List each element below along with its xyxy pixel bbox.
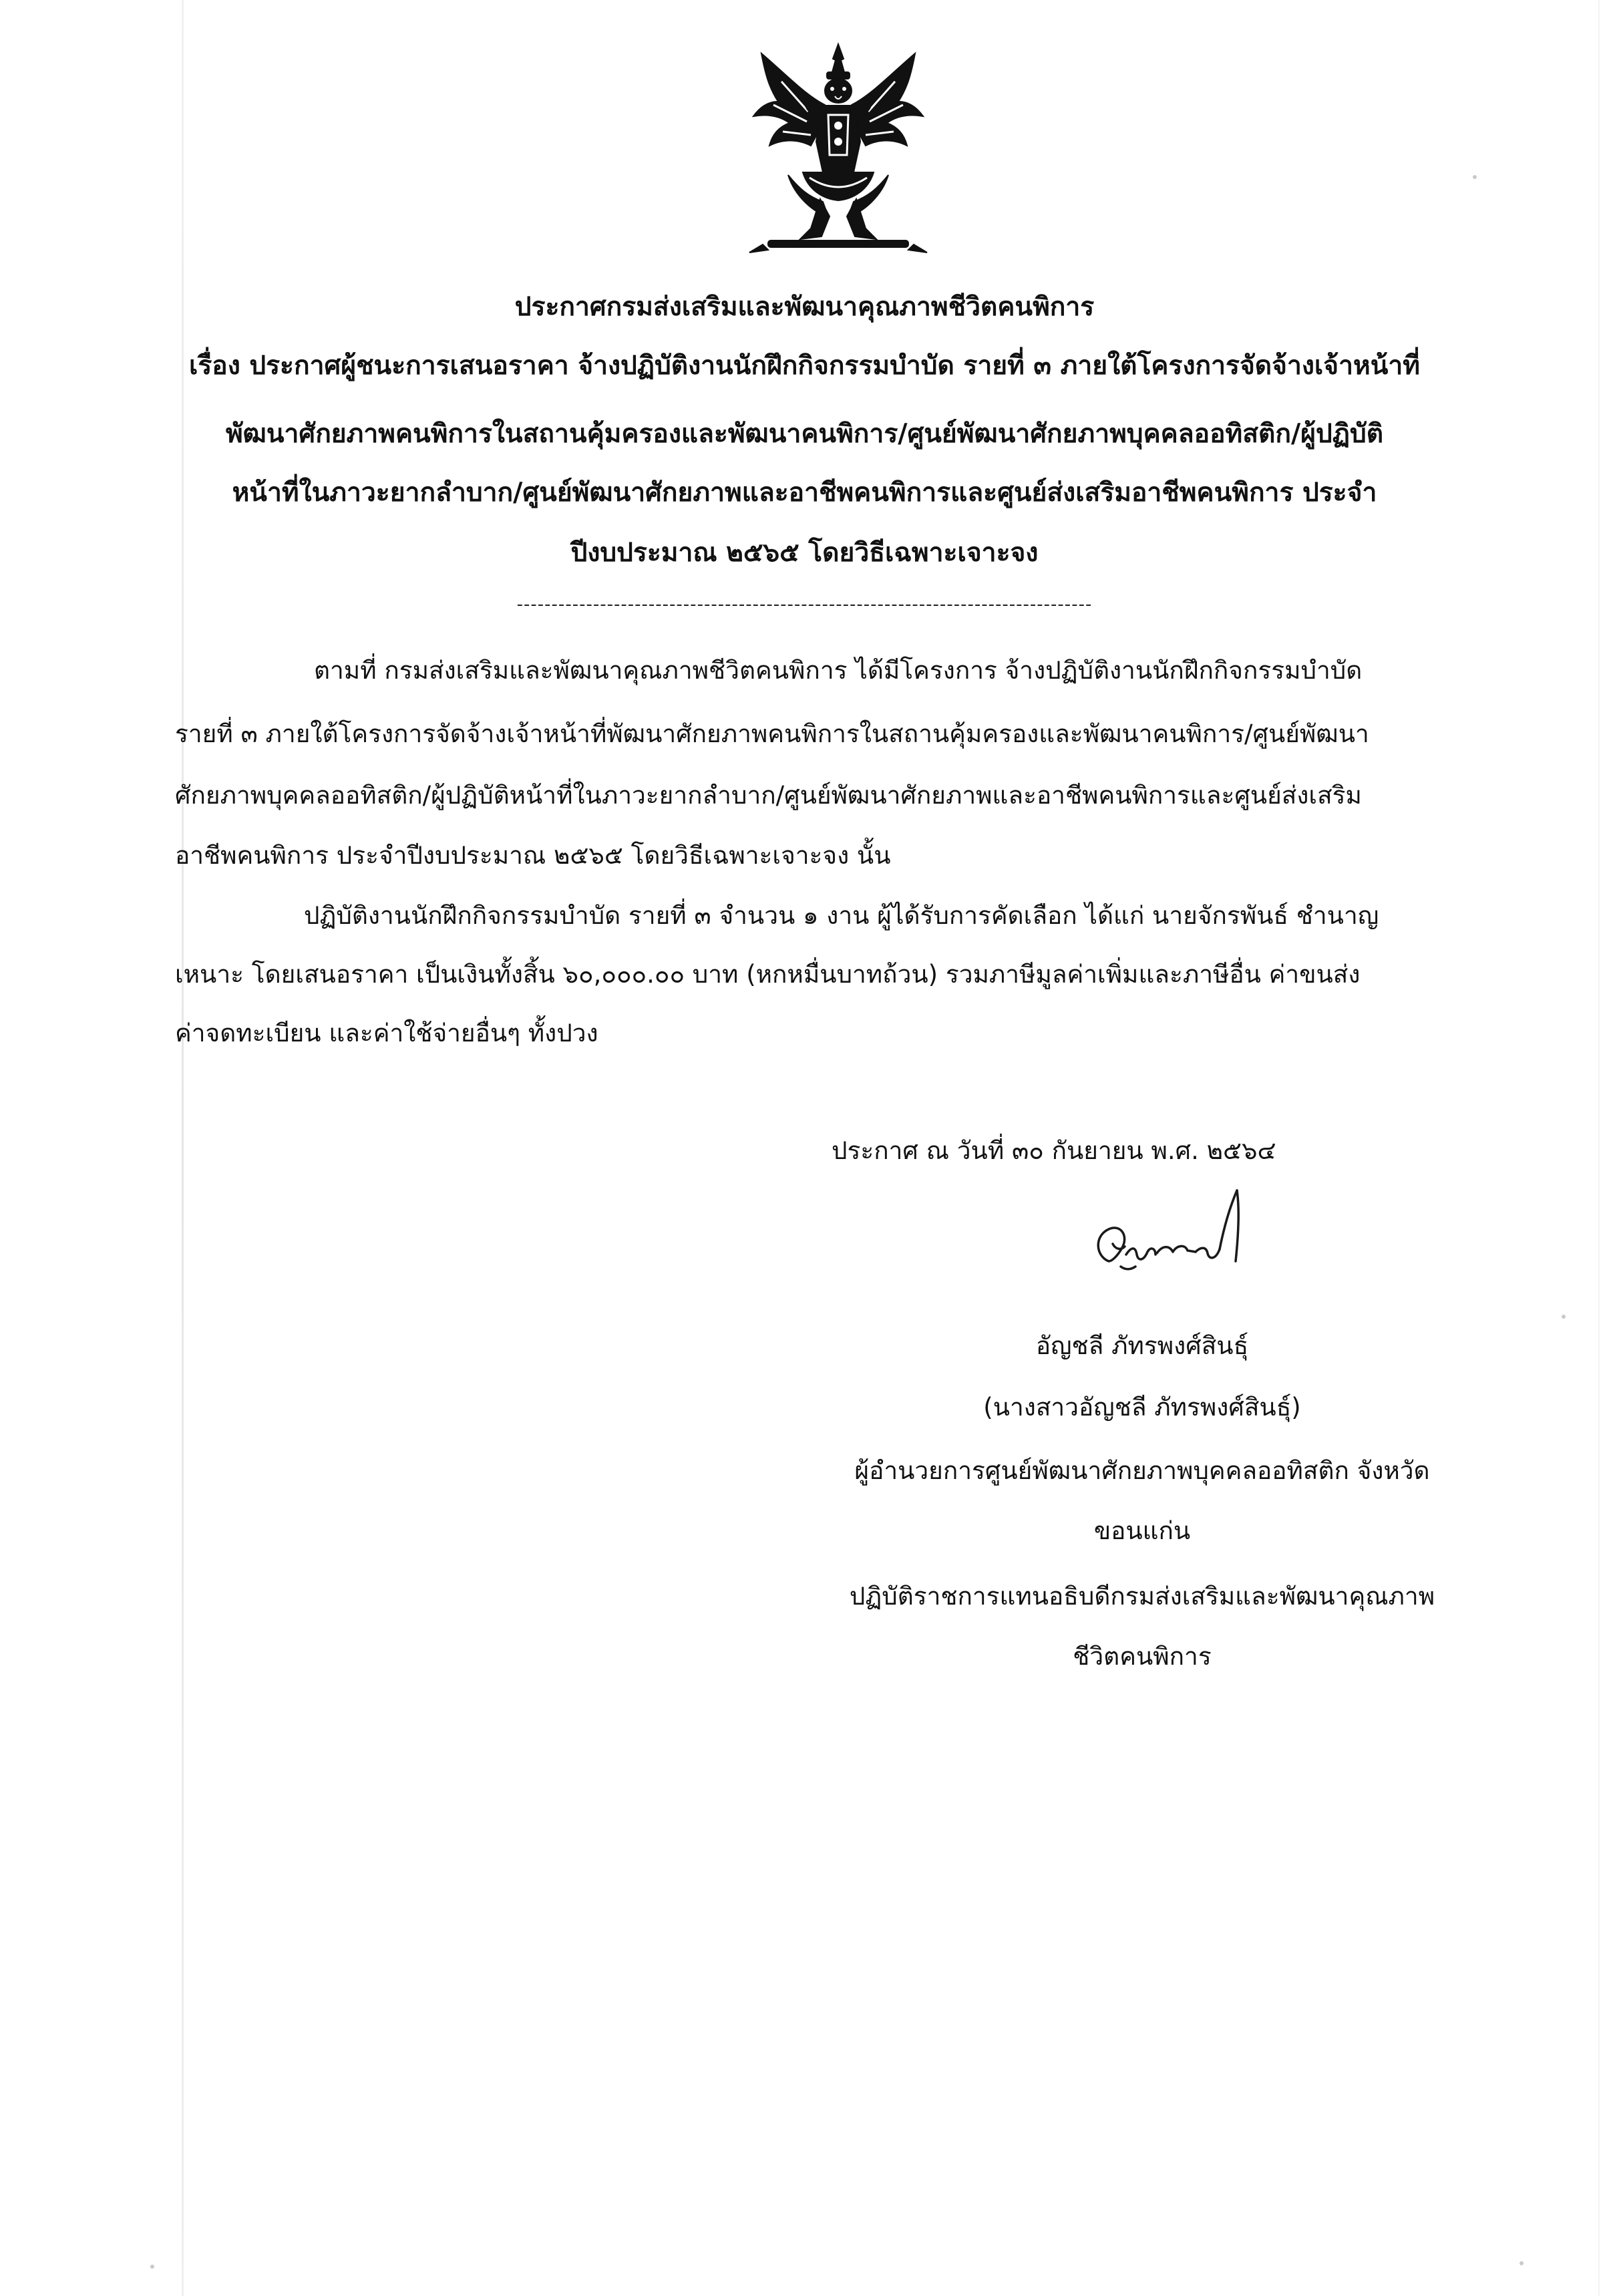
paragraph-1-line-3: ศักยภาพบุคคลออทิสติก/ผู้ปฏิบัติหน้าที่ในภาวะยากลำบาก/ศูนย์พัฒนาศักยภาพและอาชีพคนพิการและศูนย์ส่งเสริม — [175, 781, 1362, 810]
scan-speck — [1519, 2261, 1524, 2265]
paragraph-2-line-3: ค่าจดทะเบียน และค่าใช้จ่ายอื่นๆ ทั้งปวง — [175, 1019, 598, 1047]
subject-line-3: หน้าที่ในภาวะยากลำบาก/ศูนย์พัฒนาศักยภาพและอาชีพคนพิการและศูนย์ส่งเสริมอาชีพคนพิการ ประจำ — [232, 478, 1377, 508]
announcement-title: ประกาศกรมส่งเสริมและพัฒนาคุณภาพชีวิตคนพิการ — [514, 292, 1095, 322]
divider-line: ----------------------------------------------------------------------------------- — [516, 595, 1093, 615]
handwritten-signature — [1082, 1182, 1276, 1289]
scan-speck — [1473, 175, 1477, 179]
subject-line-4: ปีงบประมาณ ๒๕๖๕ โดยวิธีเฉพาะเจาะจง — [570, 538, 1039, 568]
paragraph-2-line-1: ปฏิบัติงานนักฝึกกิจกรรมบำบัด รายที่ ๓ จำนวน ๑ งาน ผู้ได้รับการคัดเลือก ได้แก่ นายจักรพันธ์ ชำนาญ — [304, 901, 1379, 930]
paragraph-1-line-2: รายที่ ๓ ภายใต้โครงการจัดจ้างเจ้าหน้าที่พัฒนาศักยภาพคนพิการในสถานคุ้มครองและพัฒนาคนพิการ/ศูนย์พัฒนา — [175, 719, 1369, 748]
subject-line-2: พัฒนาศักยภาพคนพิการในสถานคุ้มครองและพัฒนาคนพิการ/ศูนย์พัฒนาศักยภาพบุคคลออทิสติก/ผู้ปฏิบัติ — [225, 419, 1384, 449]
signer-full-name: (นางสาวอัญชลี ภัทรพงศ์สินธุ์) — [983, 1393, 1301, 1422]
scan-edge-right — [1598, 0, 1600, 2296]
signer-position-line-1: ผู้อำนวยการศูนย์พัฒนาศักยภาพบุคคลออทิสติก จังหวัด — [854, 1456, 1430, 1485]
paragraph-1-line-4: อาชีพคนพิการ ประจำปีงบประมาณ ๒๕๖๕ โดยวิธีเฉพาะเจาะจง นั้น — [175, 841, 891, 870]
subject-line-1: เรื่อง ประกาศผู้ชนะการเสนอราคา จ้างปฏิบัติงานนักฝึกกิจกรรมบำบัด รายที่ ๓ ภายใต้โครงการจัดจ้างเจ้าหน้าที่ — [189, 351, 1420, 381]
scan-speck — [150, 2265, 154, 2269]
paragraph-1-line-1: ตามที่ กรมส่งเสริมและพัฒนาคุณภาพชีวิตคนพิการ ได้มีโครงการ จ้างปฏิบัติงานนักฝึกกิจกรรมบำบัด — [314, 656, 1363, 685]
signer-position-line-2: ขอนแก่น — [1093, 1516, 1191, 1545]
paragraph-2-line-2: เหนาะ โดยเสนอราคา เป็นเงินทั้งสิ้น ๖๐,๐๐๐.๐๐ บาท (หกหมื่นบาทถ้วน) รวมภาษีมูลค่าเพิ่มและภาษีอื่น ค่าขนส่ง — [175, 960, 1361, 989]
scan-speck — [1562, 1315, 1566, 1319]
signer-typed-name: อัญชลี ภัทรพงศ์สินธุ์ — [1035, 1331, 1249, 1360]
scan-edge-left — [182, 0, 184, 2296]
garuda-emblem-icon — [741, 41, 935, 262]
signer-acting-line-1: ปฏิบัติราชการแทนอธิบดีกรมส่งเสริมและพัฒนาคุณภาพ — [849, 1582, 1435, 1611]
announcement-date: ประกาศ ณ วันที่ ๓๐ กันยายน พ.ศ. ๒๕๖๔ — [832, 1136, 1276, 1165]
signer-acting-line-2: ชีวิตคนพิการ — [1073, 1642, 1212, 1671]
